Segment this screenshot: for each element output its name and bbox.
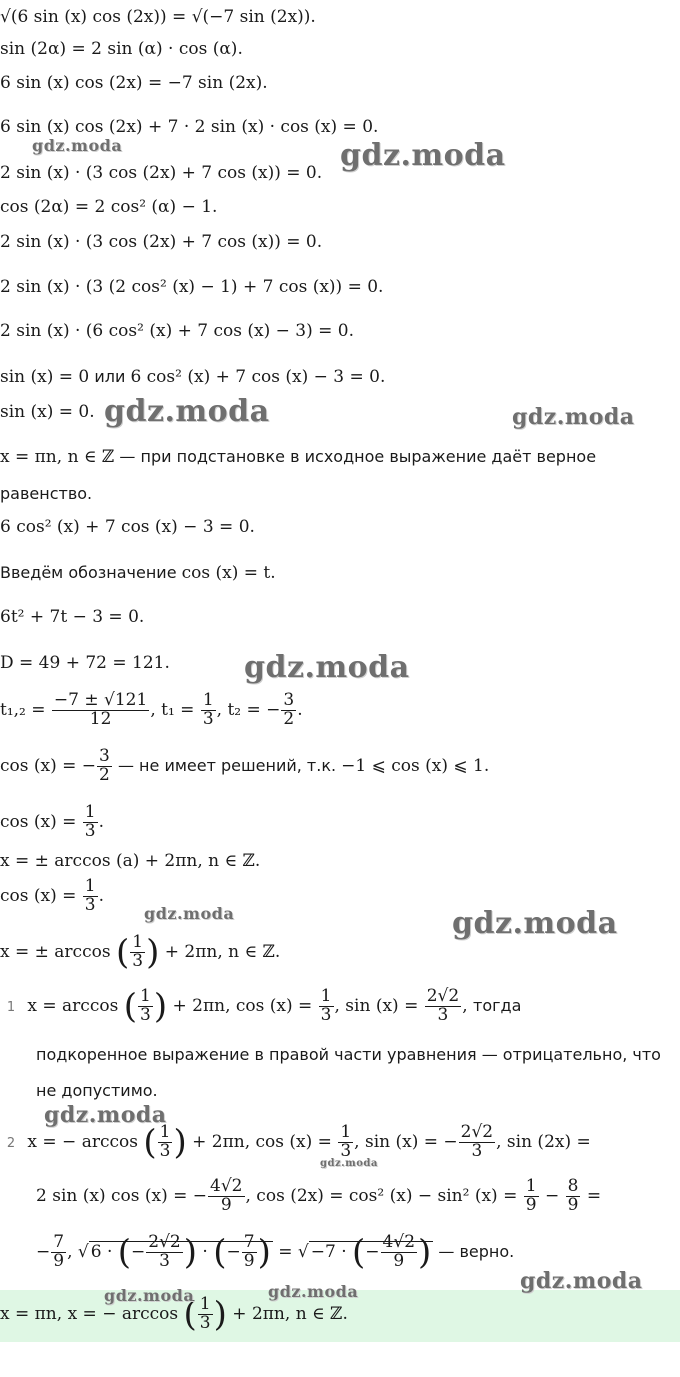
denominator: 3 bbox=[139, 1004, 151, 1025]
list-item-2-line-2 bbox=[36, 1178, 601, 1215]
numerator: 4√2 bbox=[382, 1232, 416, 1252]
sqrt-sign: √ bbox=[297, 1241, 309, 1262]
watermark: gdz.moda bbox=[144, 904, 235, 923]
denominator: 12 bbox=[89, 708, 112, 729]
equation-text: x = πn, n ∈ ℤ bbox=[0, 447, 115, 467]
list-number: 2 bbox=[6, 1135, 16, 1151]
numerator: −7 ± √121 bbox=[53, 690, 148, 710]
denominator: 3 bbox=[471, 1140, 483, 1161]
equation-line-15 bbox=[0, 562, 276, 584]
numerator: 1 bbox=[84, 876, 96, 896]
list-number: 1 bbox=[6, 999, 16, 1015]
equation-line-8 bbox=[0, 276, 383, 298]
equation-text: x = − arccos bbox=[27, 1131, 144, 1152]
equation-line-14 bbox=[0, 516, 255, 538]
numerator: 1 bbox=[340, 1122, 352, 1142]
formula-double-angle-sin: sin (2α) = 2 sin (α) · cos (α). bbox=[0, 39, 243, 59]
equation-text: x = ± arccos (a) + 2πn, n ∈ ℤ. bbox=[0, 851, 261, 871]
numerator: 2√2 bbox=[148, 1232, 181, 1252]
paren-open: ( bbox=[117, 1232, 132, 1273]
equation-line-3 bbox=[0, 72, 268, 94]
numerator: 1 bbox=[320, 986, 332, 1006]
explanation-text: подкоренное выражение в правой части уравнения — отрицательно, что bbox=[36, 1045, 661, 1064]
explanation-text: Введём обозначение bbox=[0, 563, 182, 582]
fraction bbox=[208, 1178, 244, 1215]
fraction bbox=[138, 988, 153, 1025]
fraction bbox=[566, 1178, 581, 1215]
equation-line-12 bbox=[0, 446, 596, 468]
numerator: 8 bbox=[567, 1176, 579, 1196]
fraction bbox=[83, 878, 98, 915]
paren-close: ) bbox=[418, 1232, 432, 1273]
numerator: 4√2 bbox=[210, 1176, 243, 1196]
fraction bbox=[242, 1234, 257, 1271]
equation-text: x = ± arccos bbox=[0, 941, 116, 962]
denominator: 3 bbox=[199, 1312, 211, 1333]
equation-text: 6 sin (x) cos (2x) = −7 sin (2x). bbox=[0, 73, 268, 93]
explanation-line-13 bbox=[0, 483, 92, 505]
watermark: gdz.moda bbox=[340, 138, 506, 173]
fraction bbox=[158, 1124, 173, 1161]
equation-text: − bbox=[539, 1185, 565, 1206]
equation-text: 6 cos² (x) + 7 cos (x) − 3 = 0. bbox=[0, 517, 255, 537]
paren-close: ) bbox=[146, 932, 160, 973]
denominator: 9 bbox=[243, 1250, 255, 1271]
equation-text: 2 sin (x) · (3 cos (2x) + 7 cos (x)) = 0. bbox=[0, 163, 323, 183]
equation-text: + 2πn, cos (x) = bbox=[186, 1131, 338, 1152]
numerator: 1 bbox=[139, 986, 151, 1006]
fraction bbox=[338, 1124, 353, 1161]
equation-line-20 bbox=[0, 804, 104, 841]
equation-line-18 bbox=[0, 692, 303, 729]
fraction bbox=[281, 692, 296, 729]
equation-text: , t₂ = − bbox=[216, 699, 281, 720]
period: . bbox=[98, 811, 105, 832]
paren-close: ) bbox=[257, 1232, 271, 1273]
equation-line-16 bbox=[0, 606, 144, 628]
explanation-text: — верно. bbox=[433, 1241, 515, 1261]
equation-line-1 bbox=[0, 6, 316, 28]
period: . bbox=[297, 699, 303, 720]
equation-text: sin (x) = 0 bbox=[0, 367, 90, 387]
fraction bbox=[201, 692, 216, 729]
watermark: gdz.moda bbox=[320, 1158, 378, 1169]
paren-open: ( bbox=[183, 1294, 197, 1335]
paren-close: ) bbox=[183, 1232, 198, 1273]
equation-text: + 2πn, cos (x) = bbox=[167, 995, 318, 1016]
list-item-2 bbox=[0, 1124, 591, 1161]
sqrt-sign: √ bbox=[77, 1241, 89, 1262]
equation-text: , cos (2x) = cos² (x) − sin² (x) = bbox=[245, 1185, 523, 1206]
watermark: gdz.moda bbox=[44, 1102, 167, 1128]
denominator: 2 bbox=[283, 708, 295, 729]
watermark: gdz.moda bbox=[452, 906, 618, 941]
equation-text: 2 sin (x) · (3 cos (2x) + 7 cos (x)) = 0. bbox=[0, 232, 323, 252]
denominator: 3 bbox=[84, 820, 96, 841]
equation-text: 6 sin (x) cos (2x) + 7 · 2 sin (x) · cos (x) = 0. bbox=[0, 117, 379, 137]
denominator: 9 bbox=[525, 1194, 537, 1215]
equation-text: 6 cos² (x) + 7 cos (x) − 3 = 0. bbox=[130, 367, 386, 387]
equation-text: + 2πn, n ∈ ℤ. bbox=[159, 941, 281, 962]
equation-text: , bbox=[462, 995, 474, 1016]
denominator: 3 bbox=[437, 1004, 449, 1025]
numerator: 7 bbox=[243, 1232, 255, 1252]
discriminant-text: D = 49 + 72 = 121. bbox=[0, 653, 170, 673]
equation-text: cos (x) = t. bbox=[181, 563, 276, 583]
equation-line-21 bbox=[0, 850, 260, 872]
fraction bbox=[97, 748, 112, 785]
equation-line-4 bbox=[0, 116, 378, 138]
watermark: gdz.moda bbox=[520, 1268, 643, 1294]
explanation-text: не допустимо. bbox=[36, 1081, 158, 1100]
denominator: 3 bbox=[159, 1250, 170, 1271]
equation-text: x = arccos bbox=[27, 995, 124, 1016]
numerator: 1 bbox=[202, 690, 214, 710]
watermark: gdz.moda bbox=[244, 650, 410, 685]
equation-text: + 2πn, n ∈ ℤ. bbox=[226, 1303, 348, 1324]
equation-text: , sin (x) = − bbox=[354, 1131, 458, 1152]
equation-text: sin (x) = 0. bbox=[0, 402, 95, 422]
formula-double-angle-cos: cos (2α) = 2 cos² (α) − 1. bbox=[0, 197, 218, 217]
equation-line-11 bbox=[0, 401, 95, 423]
equation-text: 6t² + 7t − 3 = 0. bbox=[0, 607, 145, 627]
fraction bbox=[319, 988, 334, 1025]
equation-line-10 bbox=[0, 366, 385, 388]
denominator: 9 bbox=[220, 1194, 232, 1215]
equation-line-6 bbox=[0, 196, 217, 218]
equation-text: √(6 sin (x) cos (2x)) = √(−7 sin (2x)). bbox=[0, 7, 316, 27]
numerator: 7 bbox=[53, 1232, 65, 1252]
fraction bbox=[146, 1234, 182, 1271]
list-item-1-line-2 bbox=[36, 1044, 661, 1066]
fraction bbox=[459, 1124, 495, 1161]
fraction bbox=[198, 1296, 213, 1333]
equation-text: −1 ⩽ cos (x) ⩽ 1. bbox=[341, 755, 490, 776]
equation-line-23 bbox=[0, 934, 280, 971]
equation-text: cos (x) = bbox=[0, 811, 82, 832]
fraction bbox=[52, 692, 149, 729]
equation-line-7 bbox=[0, 231, 322, 253]
equation-text: , sin (2x) = bbox=[496, 1131, 591, 1152]
equation-text: cos (x) = bbox=[0, 885, 82, 906]
radicand bbox=[89, 1232, 273, 1273]
numerator: 1 bbox=[159, 1122, 171, 1142]
equation-text: 2 sin (x) · (3 (2 cos² (x) − 1) + 7 cos (x)) = 0. bbox=[0, 277, 384, 297]
paren-close: ) bbox=[213, 1294, 227, 1335]
denominator: 9 bbox=[567, 1194, 579, 1215]
explanation-text: тогда bbox=[473, 995, 522, 1015]
fraction bbox=[130, 934, 145, 971]
numerator: 1 bbox=[525, 1176, 537, 1196]
equation-line-9 bbox=[0, 320, 354, 342]
equation-text: x = πn, x = − arccos bbox=[0, 1303, 184, 1324]
equation-text: = bbox=[272, 1241, 298, 1262]
denominator: 3 bbox=[320, 1004, 332, 1025]
paren-open: ( bbox=[115, 932, 130, 973]
equation-text: · bbox=[197, 1241, 214, 1262]
equation-text: , bbox=[67, 1241, 78, 1262]
fraction bbox=[425, 988, 461, 1025]
watermark: gdz.moda bbox=[104, 394, 270, 429]
equation-line-2 bbox=[0, 38, 243, 60]
denominator: 9 bbox=[53, 1250, 65, 1271]
equation-line-22 bbox=[0, 878, 104, 915]
watermark: gdz.moda bbox=[32, 136, 123, 155]
explanation-text: — при подстановке в исходное выражение даёт верное bbox=[114, 447, 597, 466]
paren-open: ( bbox=[352, 1232, 366, 1273]
numerator: 2√2 bbox=[426, 986, 460, 1006]
denominator: 2 bbox=[99, 764, 110, 785]
equation-line-17 bbox=[0, 652, 170, 674]
denominator: 3 bbox=[132, 950, 144, 971]
equation-text: cos (x) = − bbox=[0, 755, 97, 776]
numerator: 1 bbox=[132, 932, 144, 952]
watermark: gdz.moda bbox=[268, 1282, 359, 1301]
equation-text: , sin (x) = bbox=[334, 995, 424, 1016]
list-item-1 bbox=[0, 988, 521, 1025]
fraction bbox=[524, 1178, 539, 1215]
period: . bbox=[98, 885, 105, 906]
numerator: 2√2 bbox=[460, 1122, 494, 1142]
denominator: 3 bbox=[202, 708, 214, 729]
numerator: 1 bbox=[84, 802, 96, 822]
equation-text: − bbox=[131, 1241, 146, 1262]
denominator: 3 bbox=[340, 1140, 352, 1161]
equation-text: − bbox=[36, 1241, 51, 1262]
denominator: 9 bbox=[393, 1250, 405, 1271]
list-item-2-line-3 bbox=[36, 1234, 514, 1271]
equation-text: −7 · bbox=[310, 1241, 353, 1262]
paren-close: ) bbox=[153, 986, 168, 1027]
numerator: 3 bbox=[99, 746, 110, 766]
equation-line-5 bbox=[0, 162, 322, 184]
watermark: gdz.moda bbox=[104, 1286, 195, 1305]
denominator: 3 bbox=[159, 1140, 171, 1161]
explanation-text: равенство. bbox=[0, 484, 93, 503]
equation-text: 6 · bbox=[90, 1241, 118, 1262]
fraction bbox=[83, 804, 98, 841]
watermark: gdz.moda bbox=[512, 404, 635, 430]
equation-line-19 bbox=[0, 748, 489, 785]
equation-text: = bbox=[581, 1185, 602, 1206]
equation-text: − bbox=[365, 1241, 380, 1262]
equation-text: − bbox=[226, 1241, 241, 1262]
equation-text: 2 sin (x) · (6 cos² (x) + 7 cos (x) − 3) = 0. bbox=[0, 321, 354, 341]
list-item-1-line-3 bbox=[36, 1080, 158, 1102]
explanation-text: — не имеет решений, т.к. bbox=[112, 755, 342, 775]
radicand bbox=[309, 1232, 434, 1273]
equation-text: t₁,₂ = bbox=[0, 699, 51, 720]
paren-open: ( bbox=[213, 1232, 227, 1273]
paren-close: ) bbox=[173, 1122, 187, 1163]
denominator: 3 bbox=[84, 894, 96, 915]
fraction bbox=[381, 1234, 417, 1271]
paren-open: ( bbox=[143, 1122, 157, 1163]
text-or: или bbox=[89, 367, 131, 386]
equation-text: , t₁ = bbox=[150, 699, 200, 720]
numerator: 3 bbox=[283, 690, 295, 710]
paren-open: ( bbox=[123, 986, 137, 1027]
equation-text: 2 sin (x) cos (x) = − bbox=[36, 1185, 208, 1206]
numerator: 1 bbox=[199, 1294, 211, 1314]
fraction bbox=[51, 1234, 66, 1271]
